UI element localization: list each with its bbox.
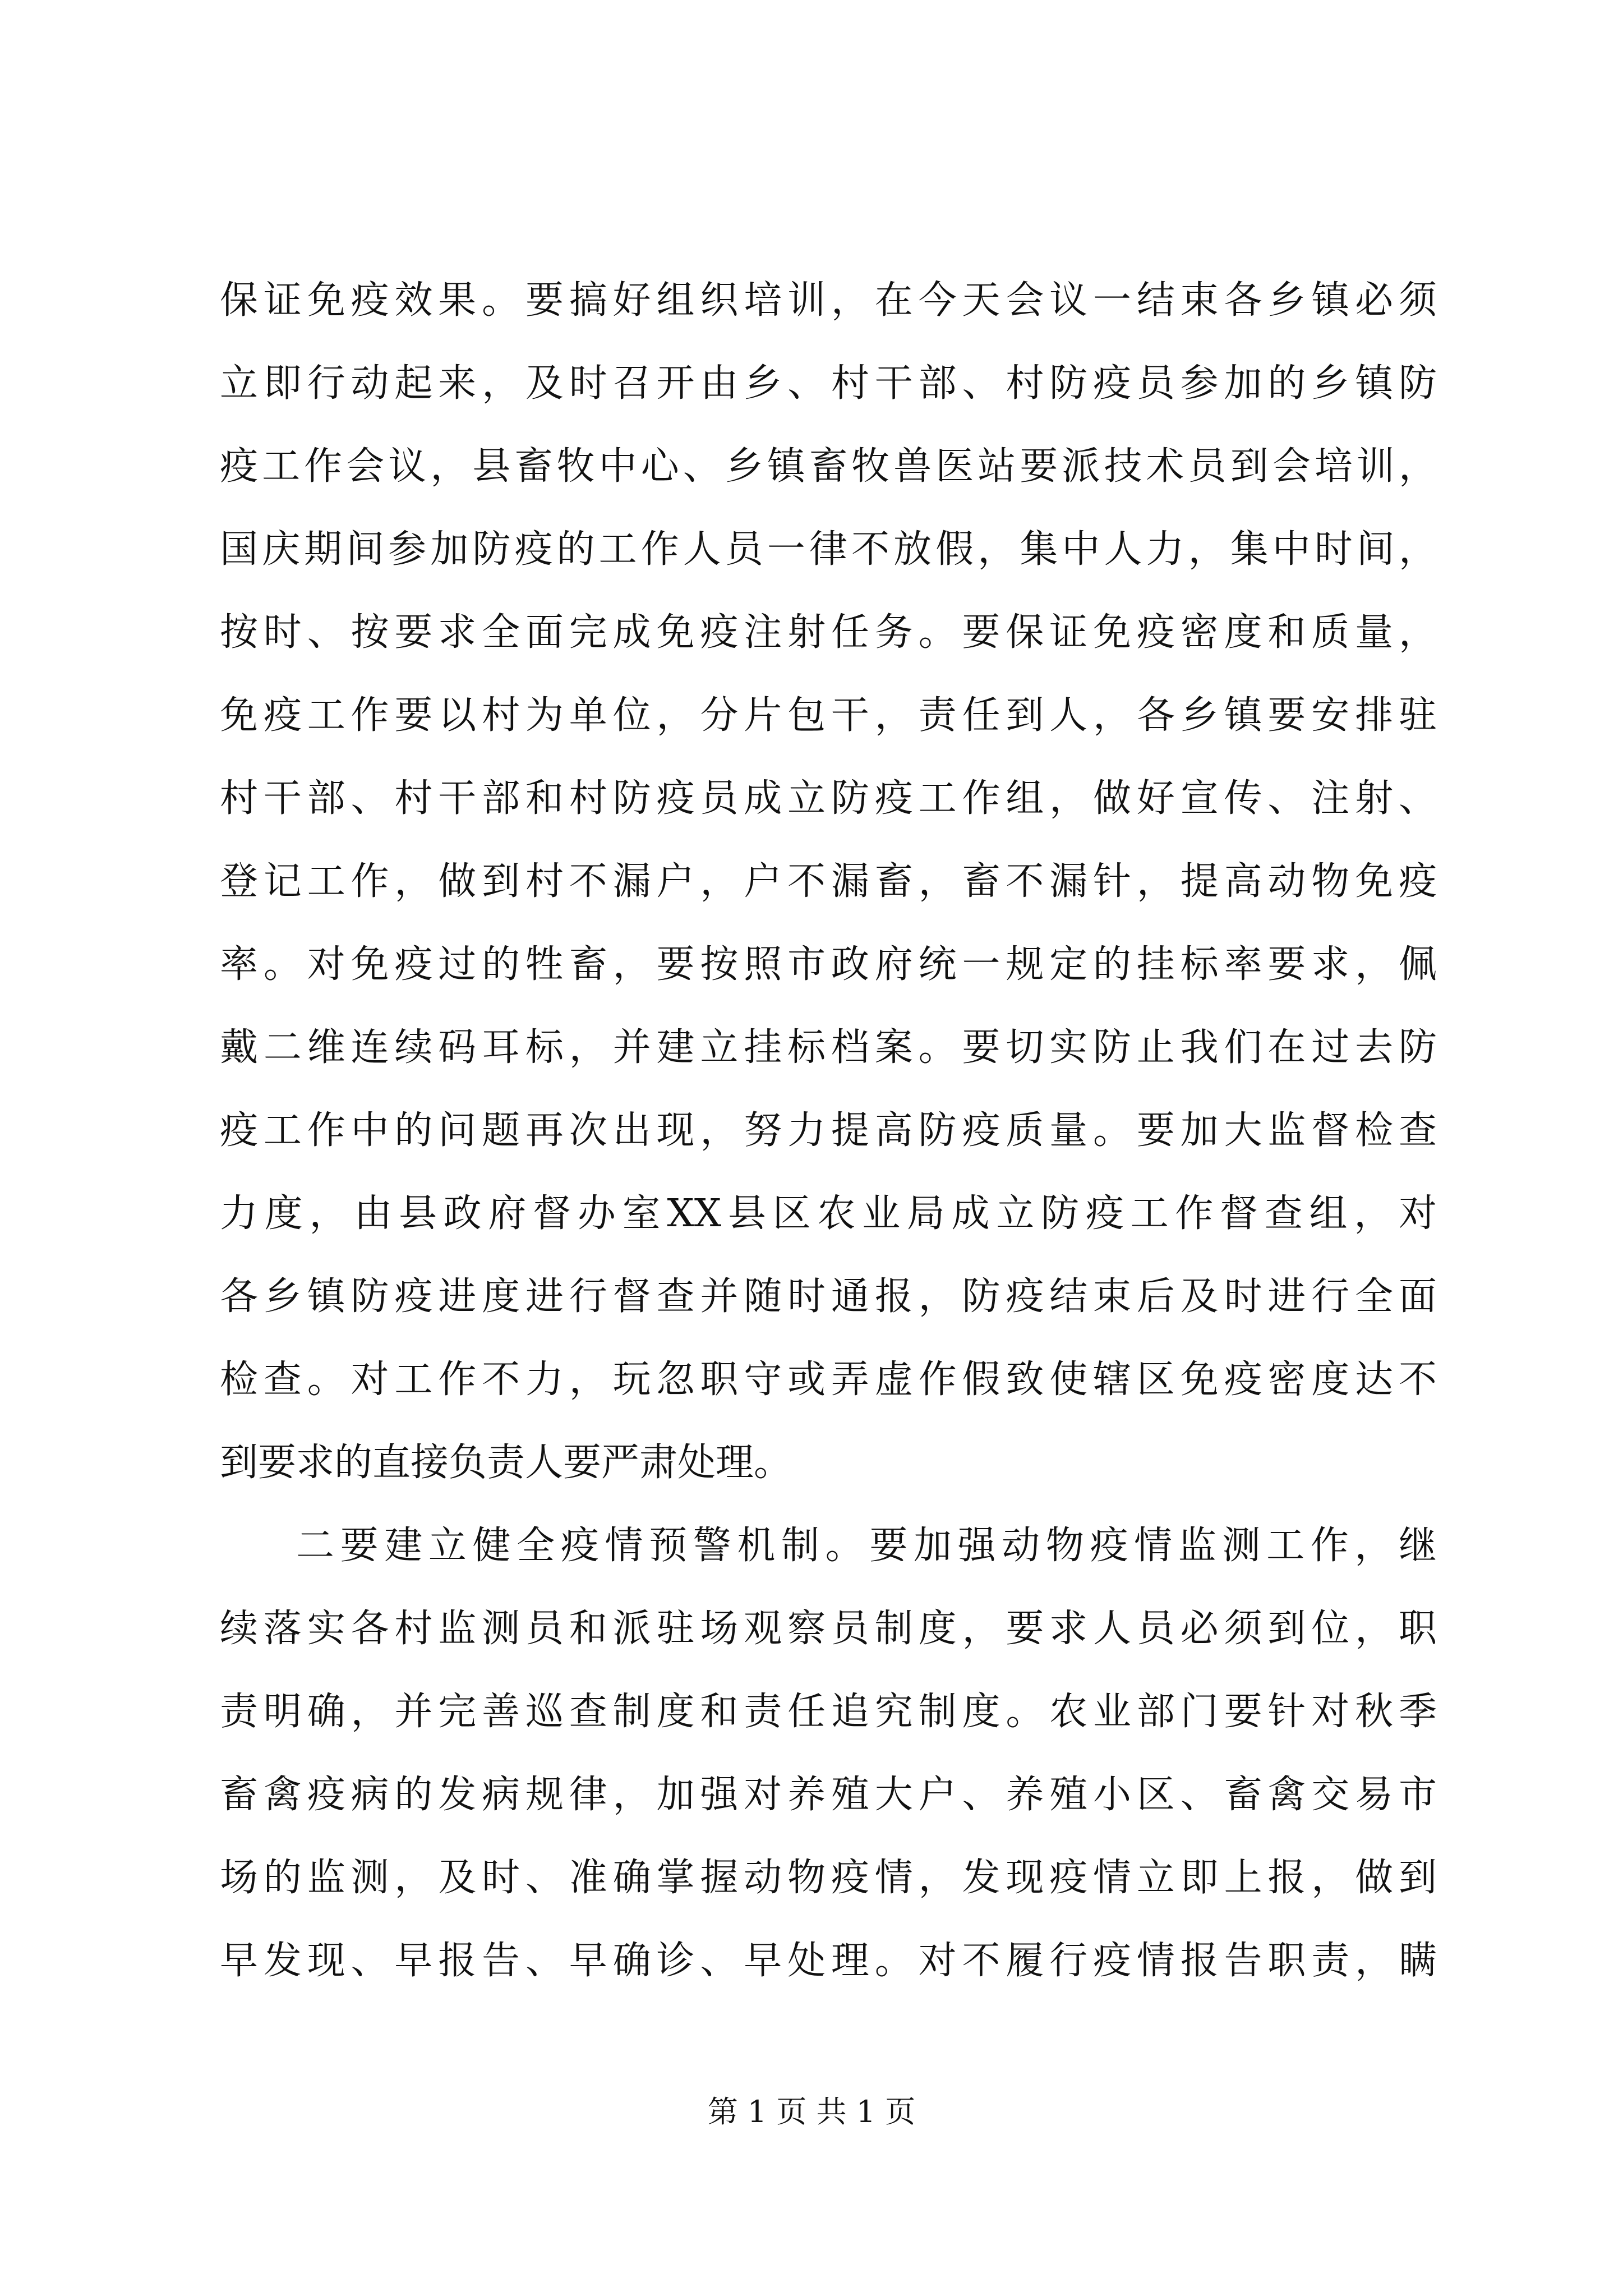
text-line: 场的监测，及时、准确掌握动物疫情，发现疫情立即上报，做到 <box>220 1856 1437 1900</box>
text-line: 村干部、村干部和村防疫员成立防疫工作组，做好宣传、注射、 <box>220 776 1437 821</box>
text-line: 二要建立健全疫情预警机制。要加强动物疫情监测工作，继 <box>296 1524 1437 1568</box>
text-line: 到要求的直接负责人要严肃处理。 <box>220 1441 792 1485</box>
paragraph-1 <box>220 259 1437 1504</box>
paragraph-2 <box>220 1504 1437 2003</box>
text-line: 国庆期间参加防疫的工作人员一律不放假，集中人力，集中时间， <box>220 527 1437 572</box>
text-line: 按时、按要求全面完成免疫注射任务。要保证免疫密度和质量， <box>220 610 1437 655</box>
text-line: 免疫工作要以村为单位，分片包干，责任到人，各乡镇要安排驻 <box>220 693 1437 738</box>
page-footer: 第 1 页 共 1 页 <box>707 2094 916 2129</box>
text-line: 率。对免疫过的牲畜，要按照市政府统一规定的挂标率要求，佩 <box>220 942 1437 987</box>
text-line: 续落实各村监测员和派驻场观察员制度，要求人员必须到位，职 <box>220 1607 1437 1651</box>
text-line: 立即行动起来，及时召开由乡、村干部、村防疫员参加的乡镇防 <box>220 361 1437 406</box>
text-line: 早发现、早报告、早确诊、早处理。对不履行疫情报告职责，瞒 <box>220 1939 1437 1983</box>
text-line: 各乡镇防疫进度进行督查并随时通报，防疫结束后及时进行全面 <box>220 1274 1437 1319</box>
text-line: 责明确，并完善巡查制度和责任追究制度。农业部门要针对秋季 <box>220 1690 1437 1734</box>
text-line: 力度，由县政府督办室XX县区农业局成立防疫工作督查组，对 <box>220 1191 1437 1236</box>
text-line: 疫工作中的问题再次出现，努力提高防疫质量。要加大监督检查 <box>220 1108 1437 1153</box>
text-line: 畜禽疫病的发病规律，加强对养殖大户、养殖小区、畜禽交易市 <box>220 1773 1437 1817</box>
text-line: 保证免疫效果。要搞好组织培训，在今天会议一结束各乡镇必须 <box>220 278 1437 323</box>
text-line: 检查。对工作不力，玩忽职守或弄虚作假致使辖区免疫密度达不 <box>220 1358 1437 1402</box>
document-body <box>220 259 1437 2003</box>
text-line: 戴二维连续码耳标，并建立挂标档案。要切实防止我们在过去防 <box>220 1025 1437 1070</box>
text-line: 疫工作会议，县畜牧中心、乡镇畜牧兽医站要派技术员到会培训， <box>220 444 1437 489</box>
text-line: 登记工作，做到村不漏户，户不漏畜，畜不漏针，提高动物免疫 <box>220 859 1437 904</box>
